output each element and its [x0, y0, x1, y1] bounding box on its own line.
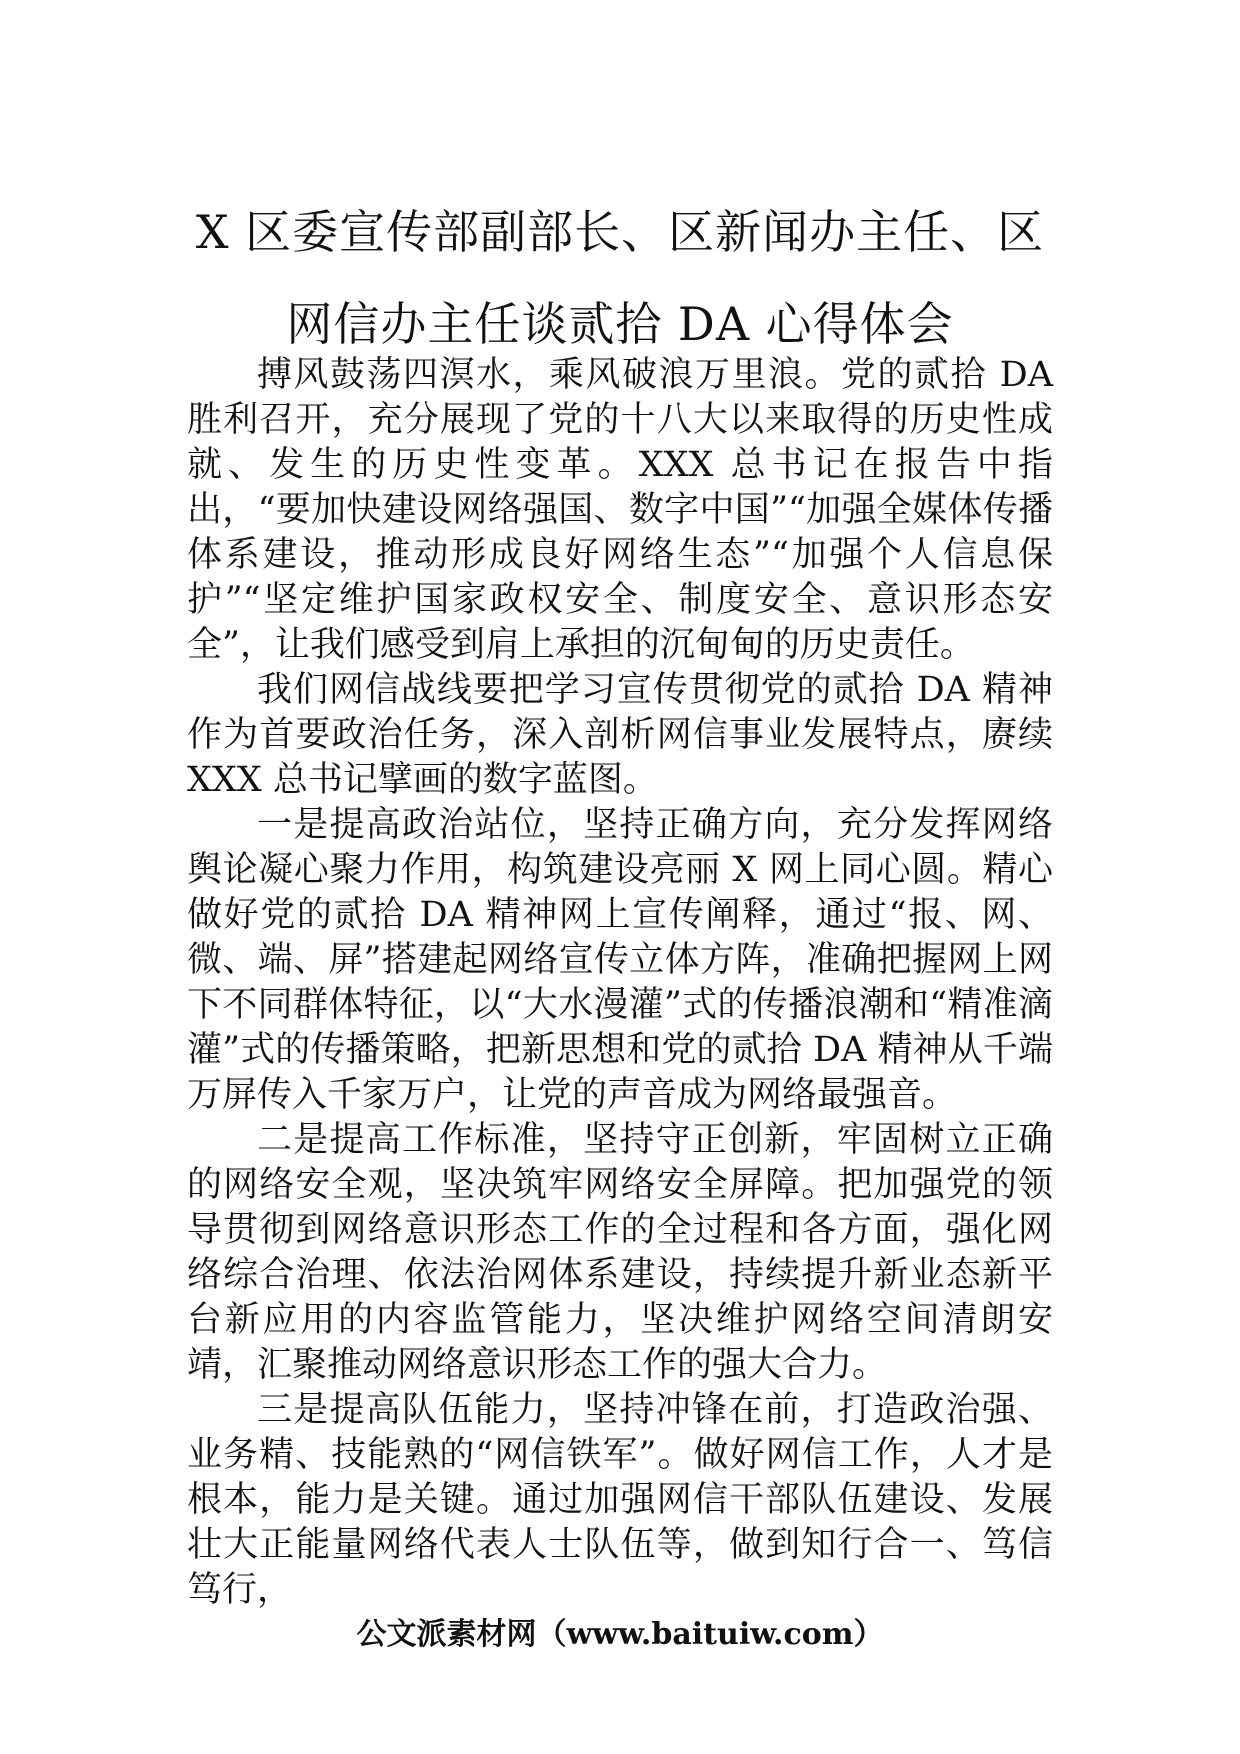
paragraph-point-three: 三是提高队伍能力，坚持冲锋在前，打造政治强、业务精、技能熟的“网信铁军”。做好网信工作，人才是根本，能力是关键。通过加强网信干部队伍建设、发展壮大正能量网络代表人士队伍等，做到知行合一、笃信笃行，: [187, 1390, 1053, 1610]
title-line-1: X 区委宣传部副部长、区新闻办主任、区: [195, 205, 1045, 259]
document-body: [187, 353, 1053, 1613]
document-title: [180, 186, 1060, 370]
paragraph-task: 我们网信战线要把学习宣传贯彻党的贰拾 DA 精神作为首要政治任务，深入剖析网信事业发展特点，赓续 XXX 总书记擘画的数字蓝图。: [187, 670, 1053, 800]
paragraph-intro: 搏风鼓荡四溟水，乘风破浪万里浪。党的贰拾 DA 胜利召开，充分展现了党的十八大以来取得的历史性成就、发生的历史性变革。XXX 总书记在报告中指出，“要加快建设网络强国、数字中国”“加强全媒体传播体系建设，推动形成良好网络生态”“加强个人信息保护”“坚定维护国家政权安全、制度安全、意识形态安全”，让我们感受到肩上承担的沉甸甸的历史责任。: [187, 355, 1053, 665]
paragraph-point-two: 二是提高工作标准，坚持守正创新，牢固树立正确的网络安全观，坚决筑牢网络安全屏障。把加强党的领导贯彻到网络意识形态工作的全过程和各方面，强化网络综合治理、依法治网体系建设，持续提升新业态新平台新应用的内容监管能力，坚决维护网络空间清朗安靖，汇聚推动网络意识形态工作的强大合力。: [187, 1120, 1053, 1385]
source-footer: 公文派素材网（www.baituiw.com）: [356, 1617, 884, 1652]
title-line-2: 网信办主任谈贰拾 DA 心得体会: [286, 297, 954, 351]
paragraph-point-one: 一是提高政治站位，坚持正确方向，充分发挥网络舆论凝心聚力作用，构筑建设亮丽 X 网上同心圆。精心做好党的贰拾 DA 精神网上宣传阐释，通过“报、网、微、端、屏”搭建起网络宣传立体方阵，准确把握网上网下不同群体特征，以“大水漫灌”式的传播浪潮和“精准滴灌”式的传播策略，把新思想和党的贰拾 DA 精神从千端万屏传入千家万户，让党的声音成为网络最强音。: [187, 805, 1053, 1115]
